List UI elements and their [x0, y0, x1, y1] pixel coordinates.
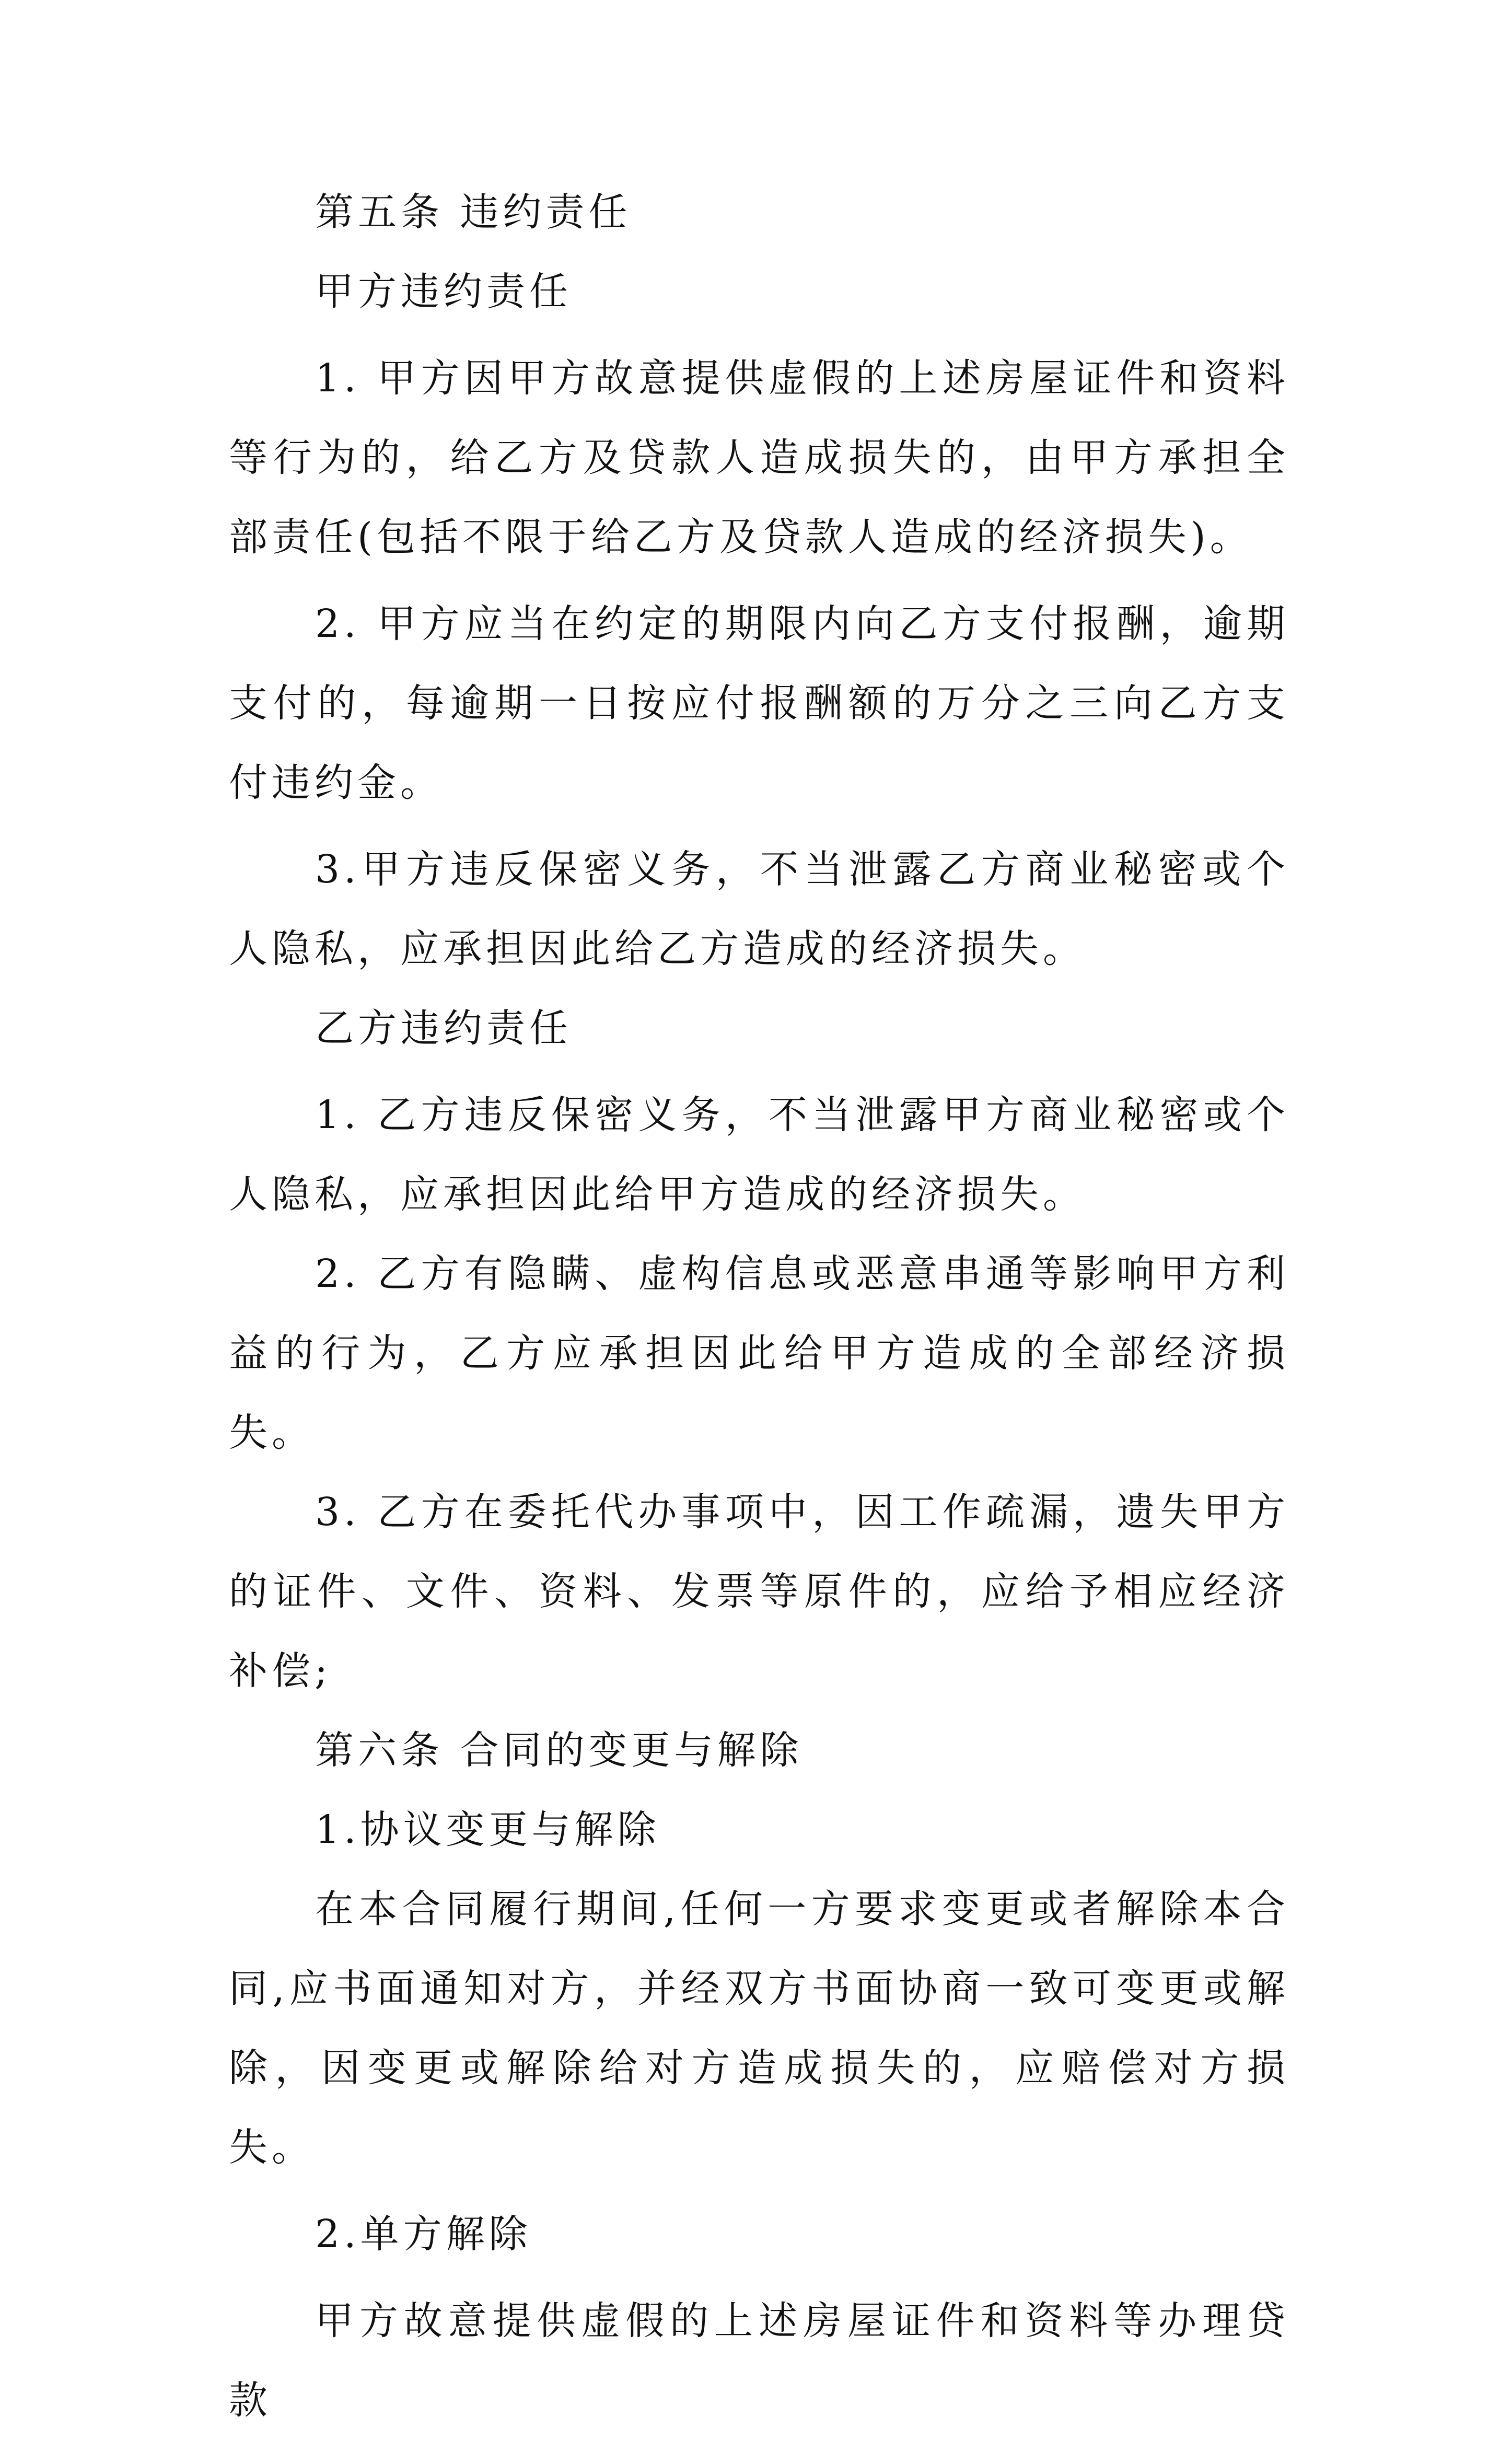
- party-a-liability-heading: 甲方违约责任: [315, 269, 572, 314]
- document-body: [229, 172, 1289, 2440]
- party-a-clause-1: 1. 甲方因甲方故意提供虚假的上述房屋证件和资料等行为的，给乙方及贷款人造成损失的，由甲方承担全部责任(包括不限于给乙方及贷款人造成的经济损失)。: [229, 356, 1289, 560]
- party-b-clause-3: 3. 乙方在委托代办事项中，因工作疏漏，遗失甲方的证件、文件、资料、发票等原件的，应给予相应经济补偿;: [229, 1490, 1289, 1693]
- unilateral-termination-heading: 2.单方解除: [315, 2212, 532, 2257]
- party-b-clause-2: 2. 乙方有隐瞒、虚构信息或恶意串通等影响甲方利益的行为，乙方应承担因此给甲方造成的全部经济损失。: [229, 1251, 1289, 1455]
- party-b-liability-heading: 乙方违约责任: [315, 1006, 572, 1051]
- mutual-change-text: 在本合同履行期间,任何一方要求变更或者解除本合同,应书面通知对方，并经双方书面协商一致可变更或解除，因变更或解除给对方造成损失的，应赔偿对方损失。: [229, 1887, 1289, 2170]
- unilateral-termination-text: 甲方故意提供虚假的上述房屋证件和资料等办理贷款: [229, 2298, 1289, 2423]
- article-6-heading: 第六条 合同的变更与解除: [315, 1728, 803, 1773]
- party-a-clause-3: 3.甲方违反保密义务，不当泄露乙方商业秘密或个人隐私，应承担因此给乙方造成的经济损失。: [229, 847, 1289, 971]
- party-a-clause-2: 2. 甲方应当在约定的期限内向乙方支付报酬，逾期支付的，每逾期一日按应付报酬额的万分之三向乙方支付违约金。: [229, 601, 1289, 805]
- party-b-clause-1: 1. 乙方违反保密义务，不当泄露甲方商业秘密或个人隐私，应承担因此给甲方造成的经济损失。: [229, 1093, 1289, 1217]
- mutual-change-heading: 1.协议变更与解除: [315, 1807, 660, 1852]
- article-5-heading: 第五条 违约责任: [315, 190, 632, 235]
